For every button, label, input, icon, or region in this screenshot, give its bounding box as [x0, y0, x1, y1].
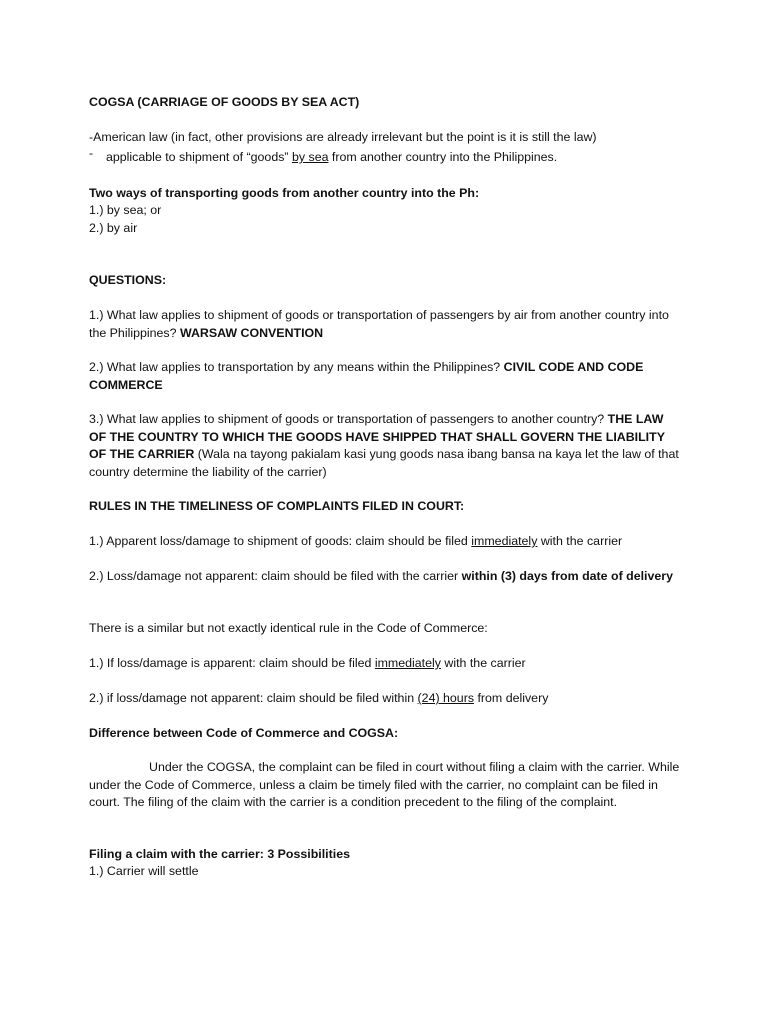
rule-2-text: 2.) Loss/damage not apparent: claim should be filed with the carrier: [89, 569, 462, 583]
question-1-text: 1.) What law applies to shipment of goods or transportation of passengers by air from another country into the Philippines?: [89, 308, 669, 340]
intro-line-2-underlined: by sea: [291, 150, 329, 164]
questions-heading: QUESTIONS:: [89, 273, 167, 287]
intro-line-2: [89, 146, 689, 167]
two-ways-item-2: 2.) by air: [89, 221, 138, 235]
intro-line-2-text-b: from another country into the Philippines.: [328, 150, 558, 164]
question-1-answer: WARSAW CONVENTION: [179, 325, 324, 340]
two-ways-heading: Two ways of transporting goods from another country into the Ph:: [89, 186, 480, 200]
intro-line-1: -American law (in fact, other provisions are already irrelevant but the point is it is still the law): [89, 130, 597, 144]
rule-1-underlined: immediately: [471, 534, 538, 548]
difference-heading: Difference between Code of Commerce and COGSA:: [89, 726, 399, 740]
commerce-intro: There is a similar but not exactly identical rule in the Code of Commerce:: [89, 621, 488, 635]
rule-1-text-a: 1.) Apparent loss/damage to shipment of goods: claim should be filed: [89, 534, 472, 548]
two-ways-item-1: 1.) by sea; or: [89, 203, 162, 217]
rule-2: [89, 568, 684, 586]
commerce-rule-2-underlined: (24) hours: [417, 691, 475, 705]
intro-line-2-text-a: applicable to shipment of “goods”: [106, 150, 292, 164]
question-3-text: 3.) What law applies to shipment of goods or transportation of passengers to another country?: [89, 412, 608, 426]
rule-1: [89, 533, 689, 551]
question-3-note: (Wala na tayong pakialam kasi yung goods nasa ibang bansa na kaya let the law of that country determine the liability of the carrier): [89, 447, 679, 479]
question-3: [89, 411, 684, 481]
commerce-rule-1-text-a: 1.) If loss/damage is apparent: claim should be filed: [89, 656, 375, 670]
commerce-rule-2-text-b: from delivery: [474, 691, 549, 705]
question-1: [89, 307, 684, 342]
commerce-rule-1: [89, 655, 689, 673]
filing-item-1: 1.) Carrier will settle: [89, 864, 199, 878]
commerce-rule-1-text-b: with the carrier: [440, 656, 526, 670]
commerce-rule-1-underlined: immediately: [374, 656, 441, 670]
question-2: [89, 359, 684, 394]
commerce-rule-2: [89, 690, 689, 708]
question-3-answer: THE LAW OF THE COUNTRY TO WHICH THE GOODS HAVE SHIPPED THAT SHALL GOVERN THE LIABILITY OF THE CARRIER: [89, 412, 665, 461]
bullet-dash: -: [89, 146, 94, 160]
commerce-rule-2-text-a: 2.) if loss/damage not apparent: claim should be filed within: [89, 691, 418, 705]
filing-heading: Filing a claim with the carrier: 3 Possibilities: [89, 847, 350, 861]
rules-heading: RULES IN THE TIMELINESS OF COMPLAINTS FILED IN COURT:: [89, 499, 465, 513]
question-2-answer: CIVIL CODE AND CODE COMMERCE: [89, 360, 644, 392]
rule-1-text-b: with the carrier: [537, 534, 623, 548]
difference-paragraph: Under the COGSA, the complaint can be filed in court without filing a claim with the carrier. While under the Code of Commerce, unless a claim be timely filed with the carrier, no complaint can be filed in court. The filing of the claim with the carrier is a condition precedent to the filing of the complaint.: [89, 760, 680, 809]
question-2-text: 2.) What law applies to transportation by any means within the Philippines?: [89, 360, 504, 374]
rule-2-bold: within (3) days from date of delivery: [461, 569, 673, 583]
document-title: COGSA (CARRIAGE OF GOODS BY SEA ACT): [89, 95, 360, 109]
